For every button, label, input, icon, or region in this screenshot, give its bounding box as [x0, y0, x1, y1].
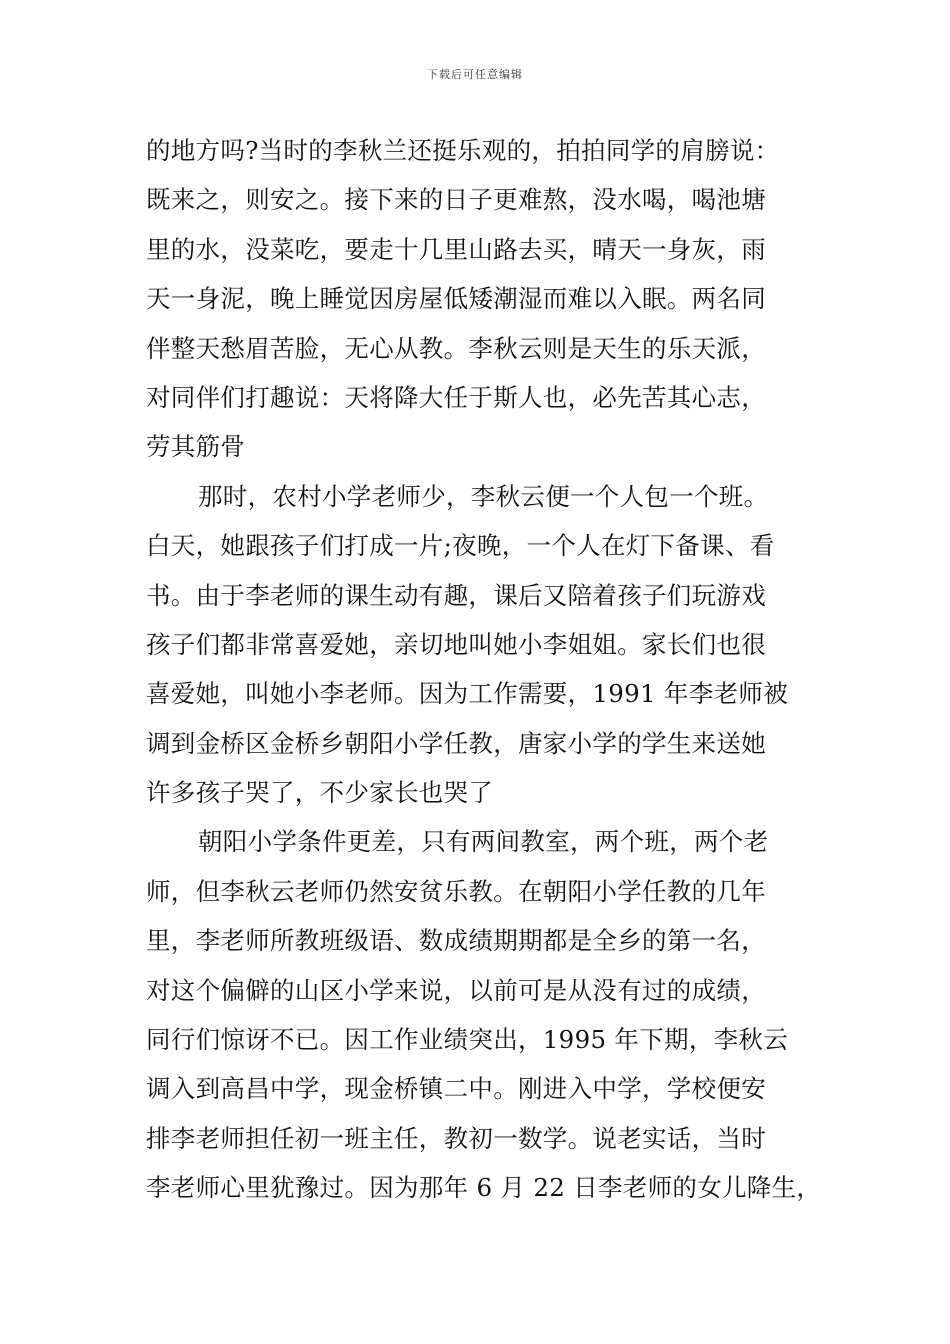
text-line: 白天，她跟孩子们打成一片;夜晚，一个人在灯下备课、看	[146, 531, 775, 561]
text-line: 天一身泥，晚上睡觉因房屋低矮潮湿而难以入眠。两名同	[146, 284, 766, 314]
text-line: 喜爱她，叫她小李老师。因为工作需要，1991 年李老师被	[146, 679, 789, 709]
document-body	[146, 126, 826, 1213]
text-line: 师，但李秋云老师仍然安贫乐教。在朝阳小学任教的几年	[146, 876, 766, 906]
text-line: 既来之，则安之。接下来的日子更难熬，没水喝，喝池塘	[146, 185, 766, 215]
text-line: 里，李老师所教班级语、数成绩期期都是全乡的第一名，	[146, 926, 766, 956]
text-line: 调入到高昌中学，现金桥镇二中。刚进入中学，学校便安	[146, 1074, 766, 1104]
page-header: 下载后可任意编辑	[427, 68, 523, 81]
text-line: 孩子们都非常喜爱她，亲切地叫她小李姐姐。家长们也很	[146, 629, 766, 659]
text-line: 那时，农村小学老师少，李秋云便一个人包一个班。	[198, 481, 769, 511]
text-line: 同行们惊讶不已。因工作业绩突出，1995 年下期，李秋云	[146, 1025, 789, 1055]
text-line: 伴整天愁眉苦脸，无心从教。李秋云则是天生的乐天派，	[146, 333, 766, 363]
text-line: 的地方吗?当时的李秋兰还挺乐观的，拍拍同学的肩膀说：	[146, 136, 780, 165]
paragraph	[146, 126, 826, 472]
text-line: 排李老师担任初一班主任，教初一数学。说老实话，当时	[146, 1123, 766, 1153]
text-line: 对这个偏僻的山区小学来说，以前可是从没有过的成绩，	[146, 975, 766, 1005]
text-line: 对同伴们打趣说：天将降大任于斯人也，必先苦其心志，	[146, 382, 766, 412]
text-line: 书。由于李老师的课生动有趣，课后又陪着孩子们玩游戏	[146, 580, 766, 610]
text-line: 朝阳小学条件更差，只有两间教室，两个班，两个老	[198, 827, 769, 857]
paragraph	[146, 472, 826, 818]
text-line: 里的水，没菜吃，要走十几里山路去买，晴天一身灰，雨	[146, 234, 766, 264]
text-line: 调到金桥区金桥乡朝阳小学任教，唐家小学的学生来送她	[146, 728, 766, 758]
paragraph	[146, 817, 826, 1212]
text-line: 劳其筋骨	[146, 432, 246, 462]
text-line: 李老师心里犹豫过。因为那年 6 月 22 日李老师的女儿降生，	[146, 1173, 822, 1203]
text-line: 许多孩子哭了，不少家长也哭了	[146, 778, 494, 808]
